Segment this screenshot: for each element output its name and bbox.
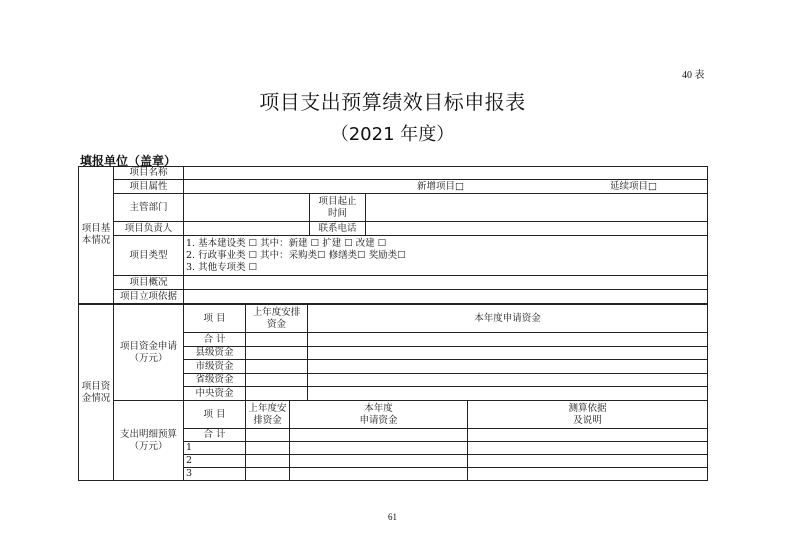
phone-field[interactable] [366,222,708,236]
overview-label: 项目概况 [114,276,184,290]
detail-row-label: 3 [184,468,246,481]
fund-cell[interactable] [246,333,308,347]
detail-cell[interactable] [246,429,290,442]
project-name-label: 项目名称 [114,167,184,180]
detail-this-header: 本年度 申请资金 [290,401,468,429]
attr-new-option[interactable]: 新增项目□ [417,180,464,192]
detail-cell[interactable] [468,468,708,481]
unit-label: 填报单位（盖章） [80,154,177,168]
fund-cell[interactable] [246,374,308,387]
basis-field[interactable] [184,290,708,304]
detail-cell[interactable] [290,429,468,442]
fund-row-label: 合 计 [184,333,246,347]
type-label: 项目类型 [114,236,184,276]
basic-info-table [78,166,708,304]
page-number: 61 [388,512,397,522]
fund-item-header: 项 目 [184,305,246,333]
fund-cell[interactable] [246,387,308,401]
time-field[interactable] [366,194,708,222]
dept-field[interactable] [184,194,310,222]
fund-row-label: 县级资金 [184,347,246,360]
dept-label: 主管部门 [114,194,184,222]
owner-label: 项目负责人 [114,222,184,236]
overview-field[interactable] [184,276,708,290]
detail-cell[interactable] [246,442,290,455]
type-options[interactable]: 1. 基本建设类 ☐ 其中：新建 ☐ 扩建 ☐ 改建 ☐ 2. 行政事业类 ☐ 其中：采购类☐ 修缮类☐ 奖励类☐ 3. 其他专项类 ☐ [184,236,708,276]
fund-cell[interactable] [308,387,708,401]
fund-row-label: 省级资金 [184,374,246,387]
fund-cell[interactable] [308,360,708,374]
fund-cell[interactable] [308,347,708,360]
fund-this-year-header: 本年度申请资金 [308,305,708,333]
fund-cell[interactable] [246,360,308,374]
detail-cell[interactable] [290,455,468,468]
project-name-field[interactable] [184,167,708,180]
detail-item-header: 项 目 [184,401,246,429]
project-attr-label: 项目属性 [114,180,184,194]
detail-cell[interactable] [468,442,708,455]
fund-row-label: 中央资金 [184,387,246,401]
attr-continue-option[interactable]: 延续项目□ [610,180,658,192]
detail-label: 支出明细预算 （万元） [114,401,184,481]
funds-table [78,304,708,481]
detail-total-label: 合 计 [184,429,246,442]
fund-cell[interactable] [246,347,308,360]
detail-cell[interactable] [290,468,468,481]
detail-row-label: 2 [184,455,246,468]
detail-cell[interactable] [468,429,708,442]
fund-cell[interactable] [308,374,708,387]
basic-section-label: 项目基 本情况 [79,167,114,304]
detail-cell[interactable] [246,455,290,468]
fund-apply-label: 项目资金申请 （万元） [114,305,184,401]
phone-label: 联系电话 [310,222,366,236]
time-label: 项目起止 时间 [310,194,366,222]
basis-label: 项目立项依据 [114,290,184,304]
page-title: 项目支出预算绩效目标申报表 [259,90,526,114]
detail-basis-header: 测算依据 及说明 [468,401,708,429]
detail-last-header: 上年度安 排资金 [246,401,290,429]
project-attr-field[interactable] [184,180,708,194]
fund-last-year-header: 上年度安排 资金 [246,305,308,333]
fund-cell[interactable] [308,333,708,347]
detail-cell[interactable] [468,455,708,468]
fund-row-label: 市级资金 [184,360,246,374]
detail-cell[interactable] [290,442,468,455]
detail-cell[interactable] [246,468,290,481]
form-number: 40 表 [682,70,705,81]
page-subtitle: （2021 年度） [330,124,455,145]
owner-field[interactable] [184,222,310,236]
detail-row-label: 1 [184,442,246,455]
funds-section-label: 项目资 金情况 [79,305,114,481]
